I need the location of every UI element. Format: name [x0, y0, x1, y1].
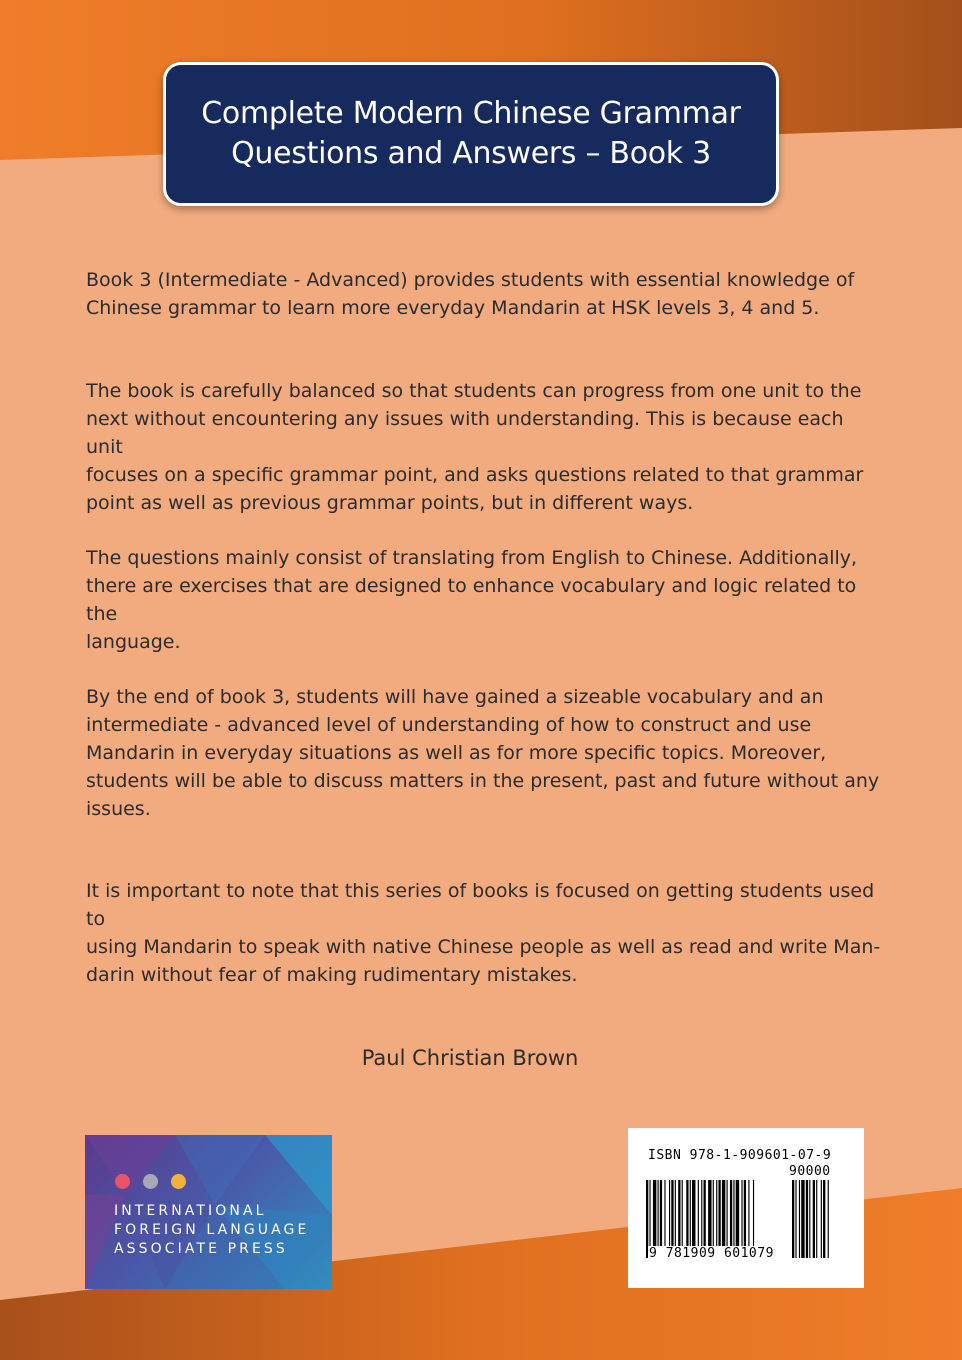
author-name: Paul Christian Brown — [361, 1046, 579, 1070]
price-code: 90000 — [789, 1164, 831, 1179]
barcode-addon-bar — [792, 1180, 794, 1258]
barcode-addon-bar — [813, 1180, 815, 1258]
text-line: issues. — [86, 798, 151, 820]
text-line: The questions mainly consist of translating from English to Chinese. Additionally, — [86, 547, 858, 569]
text-line: Book 3 (Intermediate - Advanced) provides students with essential knowledge of — [86, 269, 855, 291]
text-line: next without encountering any issues with understanding. This is because each unit — [86, 408, 844, 458]
text-line: language. — [86, 631, 181, 653]
barcode-addon-bar — [799, 1180, 800, 1258]
text-line: intermediate - advanced level of understanding of how to construct and use — [86, 714, 812, 736]
logo-dot-yellow — [171, 1174, 186, 1189]
barcode-addon-bar — [795, 1180, 796, 1258]
barcode-addon-bar — [823, 1180, 825, 1258]
text-line: Chinese grammar to learn more everyday Mandarin at HSK levels 3, 4 and 5. — [86, 297, 820, 319]
barcode-addon-bar — [801, 1180, 804, 1258]
text-line: By the end of book 3, students will have gained a sizeable vocabulary and an — [86, 686, 824, 708]
paragraph-3 — [86, 544, 886, 656]
barcode-addon-bar — [821, 1180, 822, 1258]
logo-dot-gray — [143, 1174, 158, 1189]
title-line-2: Questions and Answers – Book 3 — [231, 136, 711, 171]
text-line: using Mandarin to speak with native Chinese people as well as read and write Man- — [86, 936, 881, 958]
title-line-1: Complete Modern Chinese Grammar — [201, 96, 741, 131]
paragraph-5 — [86, 877, 886, 989]
text-line: there are exercises that are designed to enhance vocabulary and logic related to the — [86, 575, 857, 625]
paragraph-4 — [86, 683, 886, 823]
barcode-addon-bar — [828, 1180, 829, 1258]
text-line: point as well as previous grammar points, but in different ways. — [86, 492, 694, 514]
barcode-digits: 9 781909 601079 — [649, 1246, 774, 1261]
logo-text-line-2: FOREIGN LANGUAGE — [114, 1222, 310, 1238]
paragraph-1 — [86, 266, 886, 322]
isbn-label: ISBN 978-1-909601-07-9 — [648, 1148, 832, 1163]
barcode-addon-bar — [816, 1180, 817, 1258]
logo-dot-red — [115, 1174, 130, 1189]
text-line: Mandarin in everyday situations as well as for more specific topics. Moreover, — [86, 742, 827, 764]
logo-text-line-3: ASSOCIATE PRESS — [114, 1241, 288, 1257]
text-line: It is important to note that this series of books is focused on getting students used to — [86, 880, 875, 930]
text-line: focuses on a specific grammar point, and asks questions related to that grammar — [86, 464, 864, 486]
logo-text-line-1: INTERNATIONAL — [114, 1203, 267, 1219]
barcode-addon-bar — [809, 1180, 810, 1258]
paragraph-2 — [86, 377, 886, 517]
title-box — [163, 62, 779, 206]
text-line: darin without fear of making rudimentary mistakes. — [86, 964, 578, 986]
text-line: students will be able to discuss matters in the present, past and future without any — [86, 770, 880, 792]
text-line: The book is carefully balanced so that students can progress from one unit to the — [86, 380, 862, 402]
barcode-addon-bar — [806, 1180, 808, 1258]
